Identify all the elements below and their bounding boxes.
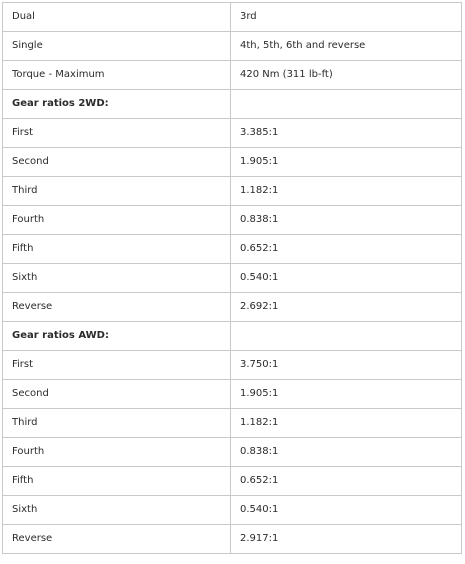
- row-value: 2.692:1: [231, 293, 462, 322]
- row-label: First: [3, 119, 231, 148]
- row-value: 2.917:1: [231, 525, 462, 554]
- row-label: Sixth: [3, 264, 231, 293]
- row-label: Reverse: [3, 525, 231, 554]
- row-label: Second: [3, 148, 231, 177]
- table-row: [3, 351, 462, 380]
- table-row: [3, 467, 462, 496]
- section-header-label: Gear ratios 2WD:: [3, 90, 231, 119]
- table-row: [3, 525, 462, 554]
- section-header-row: [3, 322, 462, 351]
- table-row: [3, 32, 462, 61]
- table-row: [3, 496, 462, 525]
- table-row: [3, 177, 462, 206]
- row-value: 1.905:1: [231, 380, 462, 409]
- table-row: [3, 293, 462, 322]
- row-value: 0.652:1: [231, 235, 462, 264]
- row-value: 3rd: [231, 3, 462, 32]
- row-label: Third: [3, 409, 231, 438]
- row-value: 3.750:1: [231, 351, 462, 380]
- row-value: 420 Nm (311 lb-ft): [231, 61, 462, 90]
- row-label: Fourth: [3, 438, 231, 467]
- row-value: 0.838:1: [231, 206, 462, 235]
- table-row: [3, 380, 462, 409]
- row-label: Fifth: [3, 235, 231, 264]
- gear-spec-table: [2, 2, 462, 554]
- row-label: Fourth: [3, 206, 231, 235]
- gear-spec-table-body: [3, 3, 462, 554]
- row-label: Fifth: [3, 467, 231, 496]
- row-label: Dual: [3, 3, 231, 32]
- table-row: [3, 235, 462, 264]
- section-header-value: [231, 90, 462, 119]
- row-value: 0.652:1: [231, 467, 462, 496]
- row-value: 4th, 5th, 6th and reverse: [231, 32, 462, 61]
- table-row: [3, 3, 462, 32]
- row-value: 1.905:1: [231, 148, 462, 177]
- section-header-value: [231, 322, 462, 351]
- table-row: [3, 61, 462, 90]
- row-label: Third: [3, 177, 231, 206]
- table-row: [3, 264, 462, 293]
- row-value: 3.385:1: [231, 119, 462, 148]
- row-label: Sixth: [3, 496, 231, 525]
- table-row: [3, 206, 462, 235]
- row-label: First: [3, 351, 231, 380]
- row-value: 0.838:1: [231, 438, 462, 467]
- row-label: Torque - Maximum: [3, 61, 231, 90]
- table-row: [3, 148, 462, 177]
- table-row: [3, 409, 462, 438]
- row-label: Single: [3, 32, 231, 61]
- section-header-row: [3, 90, 462, 119]
- row-label: Reverse: [3, 293, 231, 322]
- section-header-label: Gear ratios AWD:: [3, 322, 231, 351]
- table-row: [3, 438, 462, 467]
- row-value: 1.182:1: [231, 409, 462, 438]
- table-row: [3, 119, 462, 148]
- row-value: 0.540:1: [231, 264, 462, 293]
- row-value: 1.182:1: [231, 177, 462, 206]
- row-label: Second: [3, 380, 231, 409]
- row-value: 0.540:1: [231, 496, 462, 525]
